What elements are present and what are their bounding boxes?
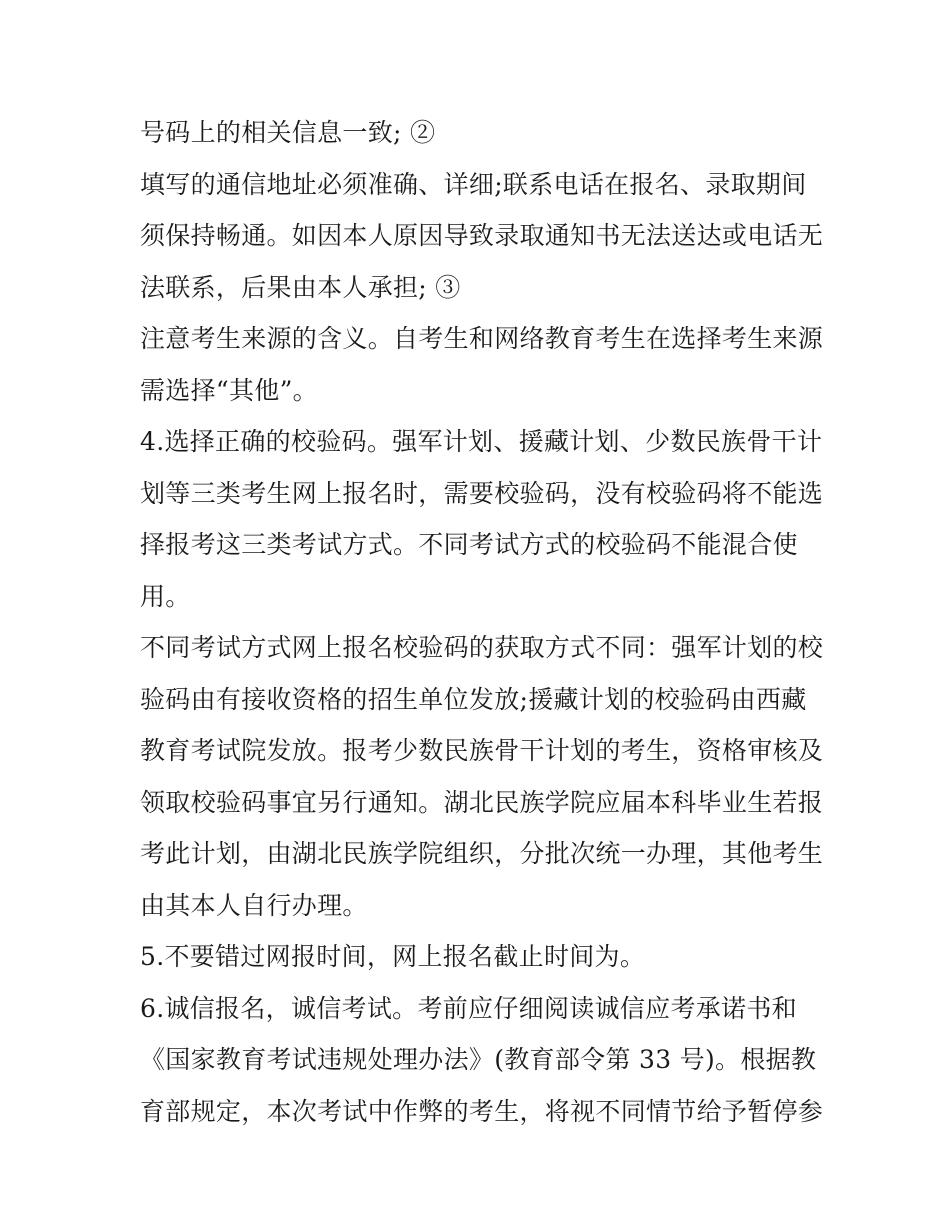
text-line: 5.不要错过网报时间，网上报名截止时间为。 bbox=[140, 942, 646, 971]
text-line: 教育考试院发放。报考少数民族骨干计划的考生，资格审核及 bbox=[140, 736, 824, 765]
text-line: 号码上的相关信息一致; ② bbox=[140, 118, 436, 147]
text-line: 育部规定，本次考试中作弊的考生，将视不同情节给予暂停参 bbox=[140, 1096, 824, 1126]
text-line: 领取校验码事宜另行通知。湖北民族学院应届本科毕业生若报 bbox=[140, 787, 824, 817]
text-line: 须保持畅通。如因本人原因导致录取通知书无法送达或电话无 bbox=[140, 221, 824, 250]
text-line: 考此计划，由湖北民族学院组织，分批次统一办理，其他考生 bbox=[140, 839, 824, 868]
text-line: 需选择“其他”。 bbox=[140, 375, 318, 405]
text-line: 用。 bbox=[140, 581, 191, 611]
text-line: 择报考这三类考试方式。不同考试方式的校验码不能混合使 bbox=[140, 530, 798, 559]
text-line: 法联系，后果由本人承担; ③ bbox=[140, 272, 461, 302]
text-line: 划等三类考生网上报名时，需要校验码，没有校验码将不能选 bbox=[140, 478, 824, 508]
text-line: 填写的通信地址必须准确、详细;联系电话在报名、录取期间 bbox=[140, 169, 807, 199]
text-line: 不同考试方式网上报名校验码的获取方式不同：强军计划的校 bbox=[140, 633, 824, 662]
text-line: 6.诚信报名，诚信考试。考前应仔细阅读诚信应考承诺书和 bbox=[140, 993, 797, 1023]
text-line: 验码由有接收资格的招生单位发放;援藏计划的校验码由西藏 bbox=[140, 684, 807, 714]
text-line: 由其本人自行办理。 bbox=[140, 890, 368, 920]
document-body bbox=[140, 107, 830, 1137]
text-line: 注意考生来源的含义。自考生和网络教育考生在选择考生来源 bbox=[140, 324, 824, 353]
text-line: 《国家教育考试违规处理办法》(教育部令第 33 号)。根据教 bbox=[140, 1045, 817, 1074]
text-line: 4.选择正确的校验码。强军计划、援藏计划、少数民族骨干计 bbox=[140, 427, 823, 456]
